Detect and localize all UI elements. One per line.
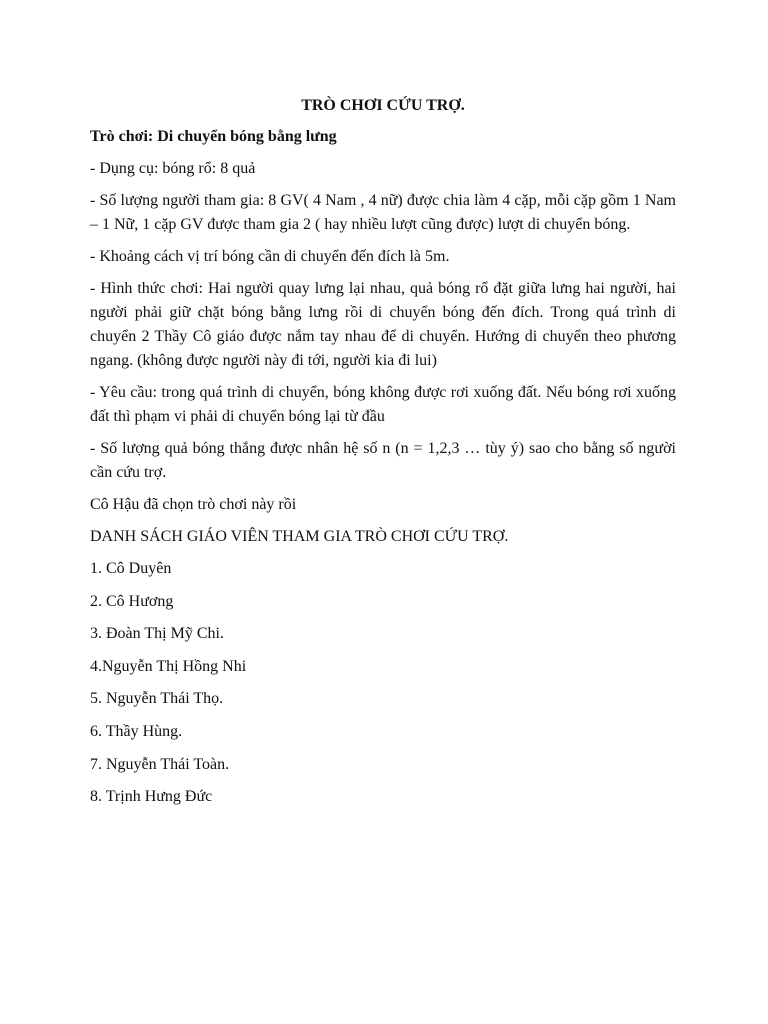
list-item: 8. Trịnh Hưng Đức [90, 788, 213, 806]
document-body [90, 94, 676, 818]
game-heading: Trò chơi: Di chuyển bóng bằng lưng [90, 128, 337, 145]
distance-paragraph: - Khoảng cách vị trí bóng cần di chuyển đến đích là 5m. [90, 248, 450, 265]
teacher-list [90, 557, 676, 809]
list-item: 2. Cô Hương [90, 592, 174, 610]
participants-paragraph: - Số lượng người tham gia: 8 GV( 4 Nam , 4 nữ) được chia làm 4 cặp, mỗi cặp gồm 1 Nam – 1 Nữ, 1 cặp GV được tham gia 2 ( hay nhiều lượt cũng được) lượt di chuyển bóng. [90, 192, 676, 233]
list-item: 1. Cô Duyên [90, 560, 172, 577]
list-item: 5. Nguyễn Thái Thọ. [90, 690, 224, 708]
selection-note: Cô Hậu đã chọn trò chơi này rồi [90, 496, 297, 513]
list-item: 7. Nguyễn Thái Toàn. [90, 755, 230, 773]
list-item: 6. Thầy Hùng. [90, 722, 183, 740]
list-item: 3. Đoàn Thị Mỹ Chi. [90, 625, 224, 643]
scoring-paragraph: - Số lượng quả bóng thắng được nhân hệ số n (n = 1,2,3 … tùy ý) sao cho bằng số người cần cứu trợ. [90, 440, 676, 481]
requirements-paragraph: - Yêu cầu: trong quá trình di chuyển, bóng không được rơi xuống đất. Nếu bóng rơi xuống đất thì phạm vi phải di chuyển bóng lại từ đầu [90, 384, 676, 425]
teacher-list-heading: DANH SÁCH GIÁO VIÊN THAM GIA TRÒ CHƠI CỨU TRỢ. [90, 528, 509, 545]
document-title: TRÒ CHƠI CỨU TRỢ. [301, 97, 465, 114]
equipment-paragraph: - Dụng cụ: bóng rổ: 8 quả [90, 160, 256, 177]
list-item: 4.Nguyễn Thị Hồng Nhi [90, 657, 247, 675]
rules-paragraph: - Hình thức chơi: Hai người quay lưng lại nhau, quả bóng rổ đặt giữa lưng hai người, hai người phải giữ chặt bóng bằng lưng rồi di chuyển bóng đến đích. Trong quá trình di chuyển 2 Thầy Cô giáo được nắm tay nhau để di chuyển. Hướng di chuyển theo phương ngang. (không được người này đi tới, người kia đi lui) [90, 280, 676, 369]
